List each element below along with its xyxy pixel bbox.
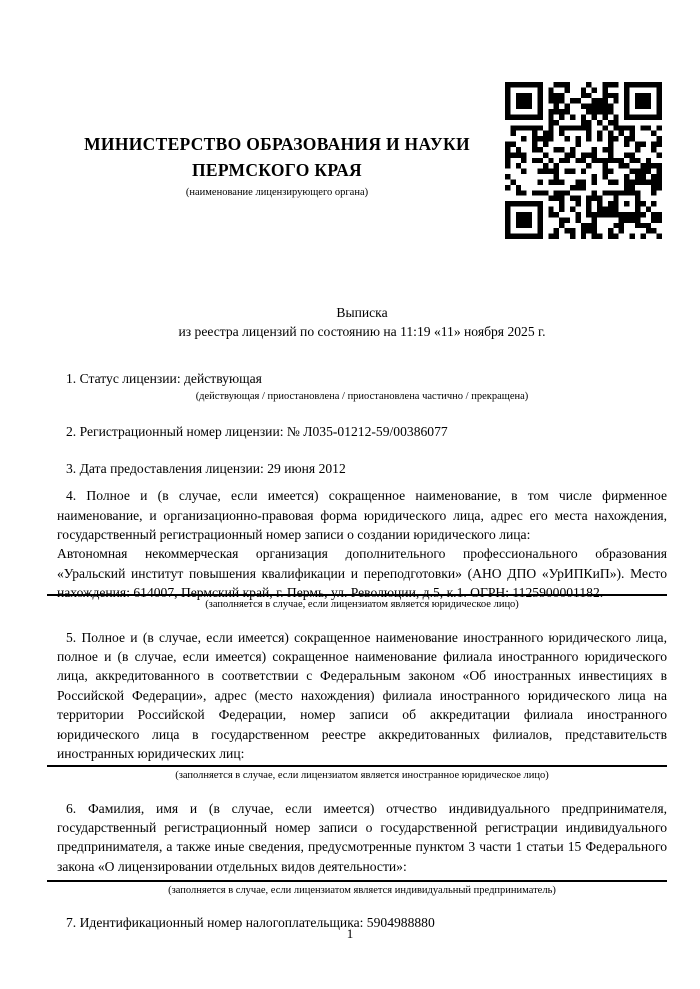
qr-code <box>505 82 662 239</box>
field-license-grant-date: 3. Дата предоставления лицензии: 29 июня 2012 <box>66 460 346 476</box>
qr-code-image <box>505 82 662 239</box>
field-license-status: 1. Статус лицензии: действующая <box>66 371 262 386</box>
field-foreign-entity-label: 5. Полное и (в случае, если имеется) сокращенное наименование иностранного юридического лица, полное и (в случае, если имеется) сокращенное наименование филиала иностранного юридического лица, аккредитованного в соответствии с Федеральным законом «Об иностранных инвестициях в Российской Федерации», адрес (место нахождения) филиала иностранного юридического лица на территории Российской Федерации, номер записи об аккредитации филиала иностранного юридического лица в государственном реестре аккредитованных филиалов, представительств иностранных юридических лиц: <box>57 629 667 762</box>
field-individual-entrepreneur-caption: (заполняется в случае, если лицензиатом является индивидуальный предприниматель) <box>168 885 556 897</box>
licensing-authority-caption: (наименование лицензирующего органа) <box>185 187 369 198</box>
document-title <box>57 303 667 341</box>
fill-line-legal-entity <box>47 594 667 596</box>
ministry-name-line1: МИНИСТЕРСТВО ОБРАЗОВАНИЯ И НАУКИ <box>84 134 470 154</box>
page-number: 1 <box>346 926 354 941</box>
document-title-line1: Выписка <box>336 305 388 320</box>
field-legal-entity-value: Автономная некоммерческая организация дополнительного профессионального образования «Уральский институт повышения квалификации и переподготовки» (АНО ДПО «УрИПКиП»). Место нахождения: 614007, Пермский край, г. Пермь, ул. Революции, д.5, к.1. ОГРН: 1125900001182. <box>57 546 667 601</box>
field-license-status-caption: (действующая / приостановлена / приостановлена частично / прекращена) <box>195 391 529 403</box>
field-individual-entrepreneur-label: 6. Фамилия, имя и (в случае, если имеется) отчество индивидуального предпринимателя, государственный регистрационный номер записи о государственной регистрации индивидуального предпринимателя, а также иные сведения, предусмотренные пунктом 3 части 1 статьи 15 Федерального закона «О лицензировании отдельных видов деятельности»: <box>57 800 667 874</box>
fill-line-foreign-entity <box>47 765 667 767</box>
document-title-line2: из реестра лицензий по состоянию на 11:19 «11» ноября 2025 г. <box>178 324 546 339</box>
ministry-name-line2: ПЕРМСКОГО КРАЯ <box>192 160 362 180</box>
fill-line-individual-entrepreneur <box>47 880 667 882</box>
field-registration-number: 2. Регистрационный номер лицензии: № Л035-01212-59/00386077 <box>66 424 448 440</box>
field-legal-entity-caption: (заполняется в случае, если лицензиатом является юридическое лицо) <box>205 598 519 610</box>
field-taxpayer-id: 7. Идентификационный номер налогоплательщика: 5904988880 <box>66 915 435 931</box>
field-foreign-entity-caption: (заполняется в случае, если лицензиатом является иностранное юридическое лицо) <box>175 769 549 781</box>
document-body <box>57 303 667 933</box>
licensing-authority-header <box>57 131 497 199</box>
field-legal-entity-label: 4. Полное и (в случае, если имеется) сокращенное наименование, в том числе фирменное наименование, и организационно-правовая форма юридического лица, адрес его места нахождения, государственный регистрационный номер записи о создании юридического лица: <box>57 488 667 543</box>
